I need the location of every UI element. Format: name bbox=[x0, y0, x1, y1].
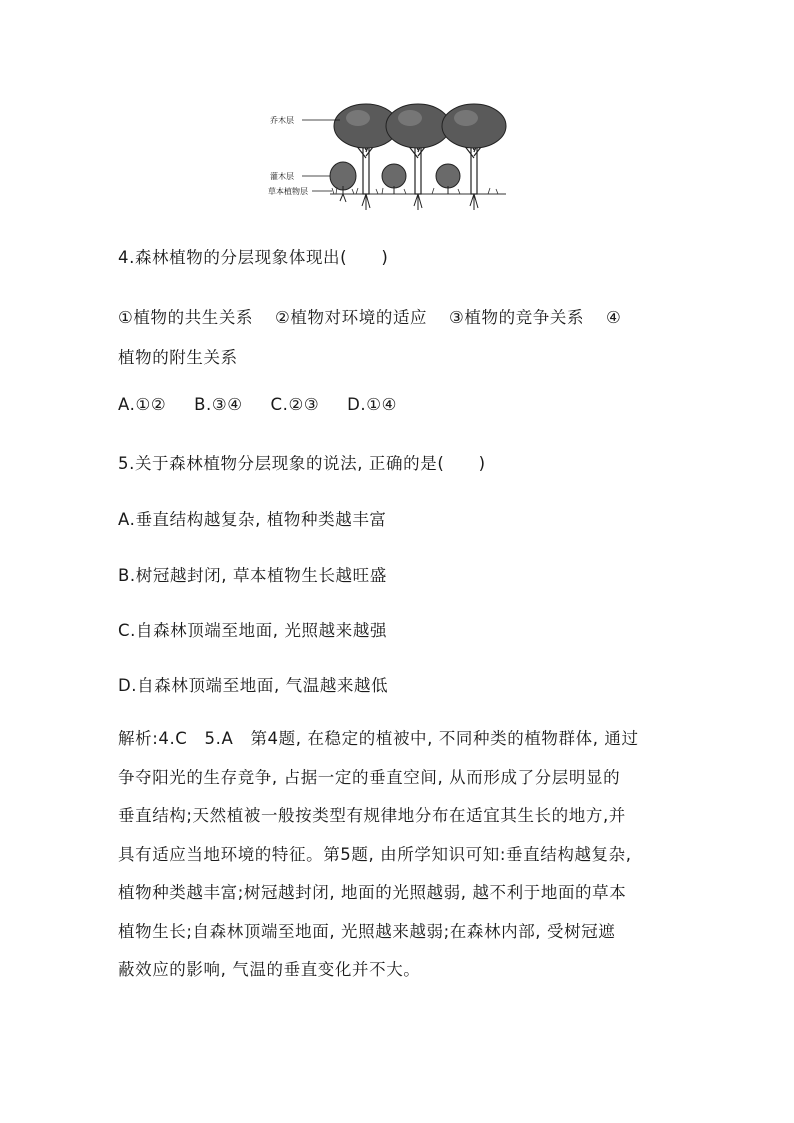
question-5-option-b bbox=[118, 562, 678, 586]
analysis-line: 植物种类越丰富;树冠越封闭, 地面的光照越弱, 越不利于地面的草本 bbox=[118, 883, 627, 902]
label-shrub-layer: 灌木层 bbox=[270, 172, 294, 181]
choices-row bbox=[118, 395, 678, 414]
question-5-option-d bbox=[118, 672, 678, 696]
choice-c: C.②③ bbox=[270, 395, 320, 414]
analysis-line: 具有适应当地环境的特征。第5题, 由所学知识可知:垂直结构越复杂, bbox=[118, 844, 632, 864]
question-4-text: 4.森林植物的分层现象体现出( ) bbox=[118, 248, 389, 267]
choice-d: D.①④ bbox=[347, 395, 398, 414]
statement-1: ①植物的共生关系 bbox=[118, 308, 254, 327]
statements-row bbox=[118, 298, 678, 338]
question-4-statements bbox=[118, 298, 678, 378]
question-5-text: 5.关于森林植物分层现象的说法, 正确的是( ) bbox=[118, 454, 486, 473]
analysis-line: 垂直结构;天然植被一般按类型有规律地分布在适宜其生长的地方,并 bbox=[118, 806, 626, 825]
statement-4-marker: ④ bbox=[605, 308, 622, 327]
label-herb-layer: 草本植物层 bbox=[268, 187, 308, 196]
question-5-option-a bbox=[118, 506, 678, 530]
statement-2: ②植物对环境的适应 bbox=[274, 308, 428, 327]
forest-layers-figure bbox=[268, 96, 528, 218]
choice-a: A.①② bbox=[118, 395, 167, 414]
question-5-stem bbox=[118, 450, 678, 474]
question-4-stem bbox=[118, 244, 678, 268]
canopy-highlights bbox=[346, 110, 478, 126]
analysis-line: 植物生长;自森林顶端至地面, 光照越来越弱;在森林内部, 受树冠遮 bbox=[118, 921, 616, 941]
analysis-line: 争夺阳光的生存竞争, 占据一定的垂直空间, 从而形成了分层明显的 bbox=[118, 767, 621, 787]
analysis-line: 解析:4.C 5.A 第4题, 在稳定的植被中, 不同种类的植物群体, 通过 bbox=[118, 729, 639, 748]
option-c-text: C.自森林顶端至地面, 光照越来越强 bbox=[118, 621, 388, 640]
option-b-text: B.树冠越封闭, 草本植物生长越旺盛 bbox=[118, 566, 387, 585]
statement-4-text: 植物的附生关系 bbox=[118, 348, 238, 367]
statement-3: ③植物的竞争关系 bbox=[449, 308, 585, 327]
label-tree-layer: 乔木层 bbox=[270, 116, 294, 125]
option-a-text: A.垂直结构越复杂, 植物种类越丰富 bbox=[118, 510, 387, 529]
option-d-text: D.自森林顶端至地面, 气温越来越低 bbox=[118, 676, 389, 695]
choice-b: B.③④ bbox=[194, 395, 243, 414]
analysis-line: 蔽效应的影响, 气温的垂直变化并不大。 bbox=[118, 960, 421, 979]
question-5-option-c bbox=[118, 617, 678, 641]
shrubs bbox=[330, 162, 460, 190]
tree-roots bbox=[340, 194, 478, 210]
analysis-paragraph bbox=[118, 720, 678, 990]
question-4-choices bbox=[118, 395, 678, 414]
